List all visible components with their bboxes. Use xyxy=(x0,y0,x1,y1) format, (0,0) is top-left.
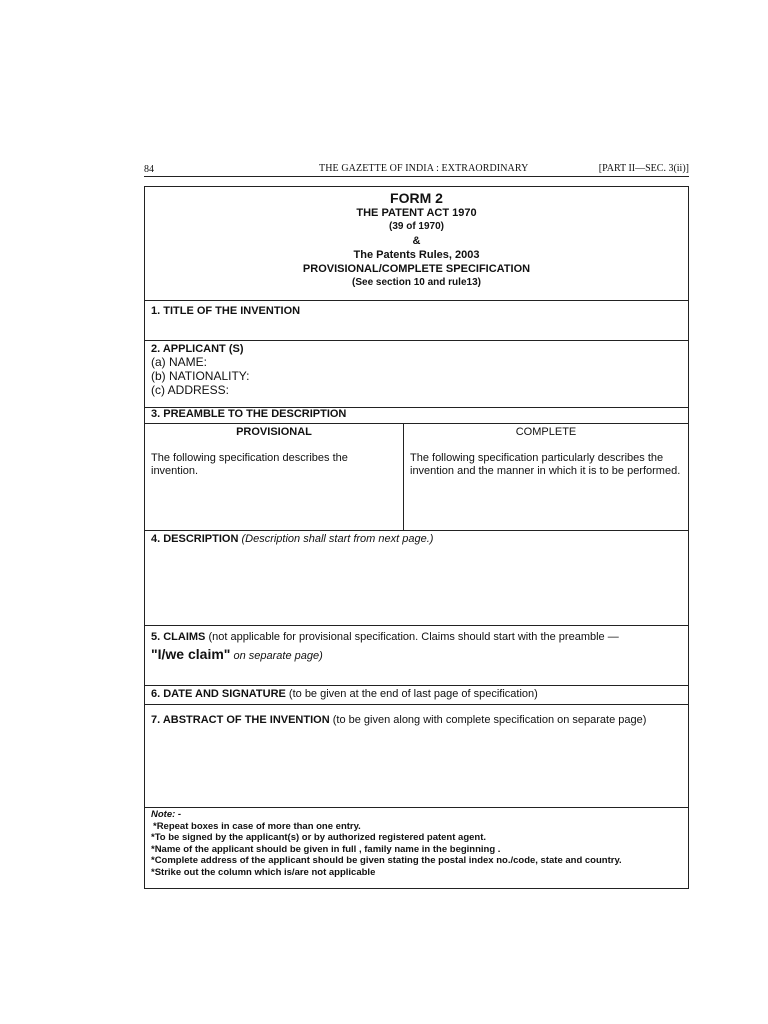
note-item: *To be signed by the applicant(s) or by authorized registered patent agent. xyxy=(151,832,487,843)
section-abstract xyxy=(145,705,688,808)
preamble-columns xyxy=(145,424,688,531)
claims-note-start: (not applicable for provisional specification. Claims should start with the preamble — xyxy=(208,631,619,643)
note-item: *Name of the applicant should be given in full , family name in the beginning . xyxy=(151,843,501,855)
section-description xyxy=(145,531,688,626)
form-number: FORM 2 xyxy=(390,190,443,206)
gazette-header xyxy=(144,160,689,177)
claims-note-end: on separate page) xyxy=(233,650,323,662)
rules-title: The Patents Rules, 2003 xyxy=(353,249,480,261)
page-number: 84 xyxy=(144,164,154,175)
title-of-invention-heading: 1. TITLE OF THE INVENTION xyxy=(151,305,301,317)
complete-column xyxy=(404,424,688,530)
abstract-heading: 7. ABSTRACT OF THE INVENTION xyxy=(151,714,330,726)
description-note: (Description shall start from next page.) xyxy=(241,533,434,545)
part-section: [PART II—SEC. 3(ii)] xyxy=(598,163,689,174)
applicant-address-field: (c) ADDRESS: xyxy=(151,383,230,397)
abstract-note: (to be given along with complete specification on separate page) xyxy=(332,714,647,726)
ampersand: & xyxy=(412,235,421,247)
notes-block xyxy=(145,808,688,888)
preamble-heading: 3. PREAMBLE TO THE DESCRIPTION xyxy=(151,408,347,420)
section-title-of-invention xyxy=(145,301,688,341)
provisional-label: PROVISIONAL xyxy=(236,426,312,438)
claims-heading: 5. CLAIMS xyxy=(151,631,206,643)
section-date-signature xyxy=(145,686,688,705)
provisional-text: The following specification describes the invention. xyxy=(151,452,348,477)
i-we-claim-phrase: "I/we claim" xyxy=(151,646,231,662)
note-heading: Note: - xyxy=(151,809,182,820)
gazette-title: THE GAZETTE OF INDIA : EXTRAORDINARY xyxy=(319,163,529,174)
complete-text: The following specification particularly describes the invention and the manner in which it is to be performed. xyxy=(410,452,681,477)
act-title: THE PATENT ACT 1970 xyxy=(356,207,477,219)
act-number: (39 of 1970) xyxy=(388,221,445,232)
note-item: *Repeat boxes in case of more than one entry. xyxy=(153,820,361,832)
applicant-nationality-field: (b) NATIONALITY: xyxy=(151,369,250,383)
complete-label: COMPLETE xyxy=(515,426,577,438)
date-signature-note: (to be given at the end of last page of specification) xyxy=(288,688,538,700)
description-heading: 4. DESCRIPTION xyxy=(151,533,239,545)
specification-type: PROVISIONAL/COMPLETE SPECIFICATION xyxy=(302,263,531,275)
applicant-heading: 2. APPLICANT (S) xyxy=(151,343,244,355)
section-preamble xyxy=(145,408,688,424)
form-title-block xyxy=(145,187,688,301)
date-signature-heading: 6. DATE AND SIGNATURE xyxy=(151,688,286,700)
patent-form xyxy=(144,186,689,889)
note-item: *Strike out the column which is/are not applicable xyxy=(151,866,376,878)
provisional-column xyxy=(145,424,404,530)
section-claims xyxy=(145,626,688,686)
see-section: (See section 10 and rule13) xyxy=(352,277,481,288)
applicant-name-field: (a) NAME: xyxy=(151,355,208,369)
note-item: *Complete address of the applicant should be given stating the postal index no./code, state and country. xyxy=(151,855,622,866)
section-applicant xyxy=(145,341,688,408)
